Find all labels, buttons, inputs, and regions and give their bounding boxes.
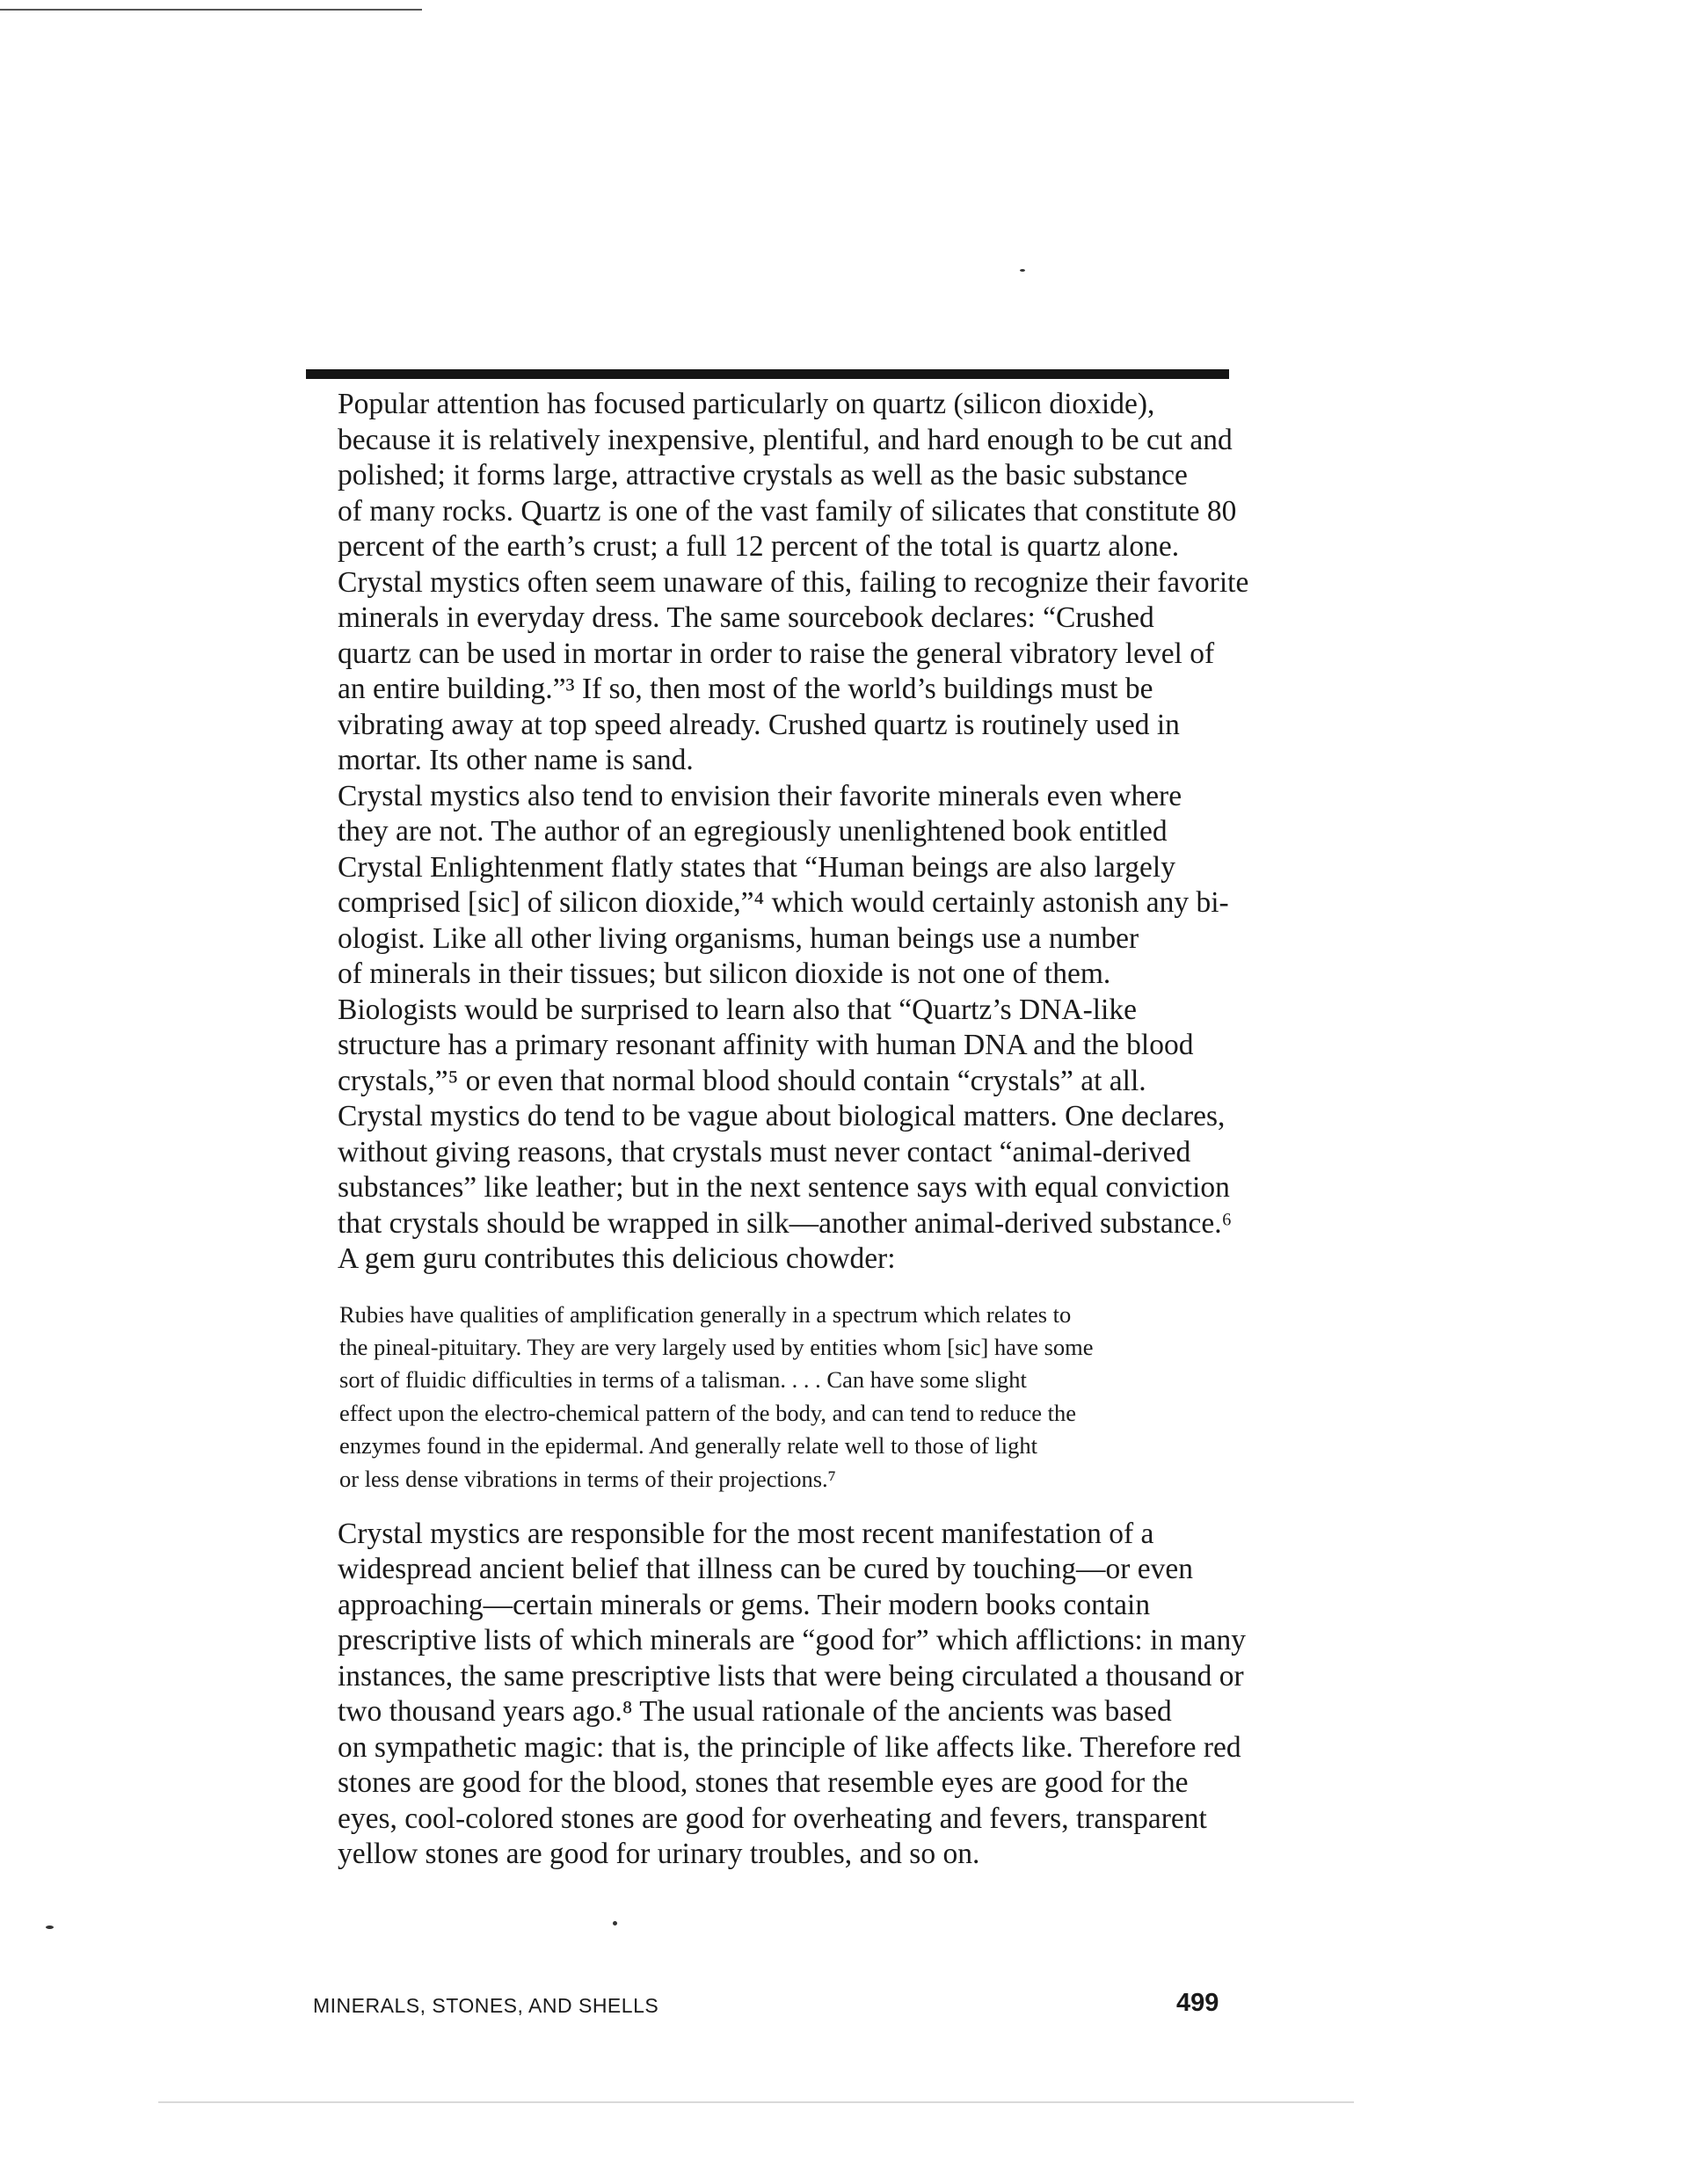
text-line: of minerals in their tissues; but silicon dioxide is not one of them. bbox=[338, 957, 1111, 990]
text-line: an entire building.”³ If so, then most of the world’s buildings must be bbox=[338, 673, 1153, 705]
text-line: they are not. The author of an egregiously unenlightened book entitled bbox=[338, 815, 1168, 848]
scan-edge-mark bbox=[158, 2101, 1354, 2103]
text-line: percent of the earth’s crust; a full 12 percent of the total is quartz alone. bbox=[338, 530, 1180, 563]
text-line: substances” like leather; but in the next sentence says with equal conviction bbox=[338, 1171, 1230, 1204]
text-line: Popular attention has focused particularly on quartz (silicon dioxide), bbox=[338, 388, 1155, 420]
text-line: on sympathetic magic: that is, the principle of like affects like. Therefore red bbox=[338, 1730, 1241, 1764]
quote-line: enzymes found in the epidermal. And generally relate well to those of light bbox=[339, 1432, 1038, 1460]
text-line: prescriptive lists of which minerals are “good for” which afflictions: in many bbox=[338, 1624, 1246, 1657]
text-line: polished; it forms large, attractive crystals as well as the basic substance bbox=[338, 459, 1188, 491]
text-line: that crystals should be wrapped in silk—another animal-derived substance.⁶ bbox=[338, 1206, 1233, 1240]
text-line: because it is relatively inexpensive, plentiful, and hard enough to be cut and bbox=[338, 423, 1233, 456]
paragraph-ancient-belief bbox=[313, 1517, 1246, 1873]
quote-line: sort of fluidic difficulties in terms of a talisman. . . . Can have some slight bbox=[339, 1366, 1027, 1394]
paragraph-envision bbox=[313, 779, 1233, 993]
scan-speck bbox=[46, 1926, 54, 1929]
quote-line: effect upon the electro-chemical pattern of the body, and can tend to reduce the bbox=[339, 1399, 1077, 1426]
scan-speck bbox=[1020, 269, 1025, 272]
top-rule bbox=[306, 369, 1229, 379]
text-line: quartz can be used in mortar in order to raise the general vibratory level of bbox=[338, 637, 1215, 670]
text-line: approaching—certain minerals or gems. Their modern books contain bbox=[338, 1588, 1151, 1621]
text-line: stones are good for the blood, stones that resemble eyes are good for the bbox=[338, 1766, 1189, 1800]
text-line: crystals,”⁵ or even that normal blood should contain “crystals” at all. bbox=[338, 1064, 1146, 1097]
text-line: yellow stones are good for urinary troubles, and so on. bbox=[338, 1838, 980, 1871]
text-line: eyes, cool-colored stones are good for overheating and fevers, transparent bbox=[338, 1802, 1207, 1835]
page-number: 499 bbox=[1176, 1989, 1219, 2017]
text-line: Crystal mystics are responsible for the most recent manifestation of a bbox=[338, 1517, 1154, 1550]
text-line: structure has a primary resonant affinity with human DNA and the blood bbox=[338, 1029, 1194, 1061]
quote-line: Rubies have qualities of amplification generally in a spectrum which relates to bbox=[339, 1300, 1072, 1328]
text-line: widespread ancient belief that illness can be cured by touching—or even bbox=[338, 1553, 1194, 1586]
running-footer-title: MINERALS, STONES, AND SHELLS bbox=[313, 1994, 659, 2017]
text-line: without giving reasons, that crystals must never contact “animal-derived bbox=[338, 1135, 1191, 1168]
text-line: vibrating away at top speed already. Crushed quartz is routinely used in bbox=[338, 708, 1180, 741]
scan-edge-mark bbox=[0, 9, 422, 11]
text-line: instances, the same prescriptive lists that were being circulated a thousand or bbox=[338, 1659, 1244, 1693]
text-line: A gem guru contributes this delicious chowder: bbox=[338, 1242, 896, 1275]
quote-line: the pineal-pituitary. They are very largely used by entities whom [sic] have some bbox=[339, 1333, 1094, 1360]
text-line: Crystal mystics also tend to envision their favorite minerals even where bbox=[338, 779, 1182, 812]
quote-line: or less dense vibrations in terms of their projections.⁷ bbox=[339, 1465, 836, 1492]
paragraph-quartz bbox=[313, 387, 1249, 779]
text-line: Crystal mystics do tend to be vague about biological matters. One declares, bbox=[338, 1100, 1226, 1132]
text-line: minerals in everyday dress. The same sourcebook declares: “Crushed bbox=[338, 601, 1154, 634]
text-line: Crystal Enlightenment flatly states that “Human beings are also largely bbox=[338, 850, 1175, 884]
body-text bbox=[313, 387, 1249, 1873]
text-line: of many rocks. Quartz is one of the vast family of silicates that constitute 80 bbox=[338, 494, 1237, 528]
scan-speck bbox=[613, 1921, 617, 1926]
text-line: comprised [sic] of silicon dioxide,”⁴ which would certainly astonish any bi- bbox=[338, 886, 1229, 919]
text-line: Crystal mystics often seem unaware of this, failing to recognize their favorite bbox=[338, 565, 1249, 599]
text-line: Biologists would be surprised to learn also that “Quartz’s DNA-like bbox=[338, 993, 1137, 1026]
text-line: ologist. Like all other living organisms, human beings use a number bbox=[338, 921, 1139, 955]
text-line: two thousand years ago.⁸ The usual rationale of the ancients was based bbox=[338, 1695, 1172, 1729]
paragraph-biologists bbox=[313, 993, 1233, 1278]
block-quote bbox=[339, 1299, 1233, 1496]
text-line: mortar. Its other name is sand. bbox=[338, 744, 694, 776]
